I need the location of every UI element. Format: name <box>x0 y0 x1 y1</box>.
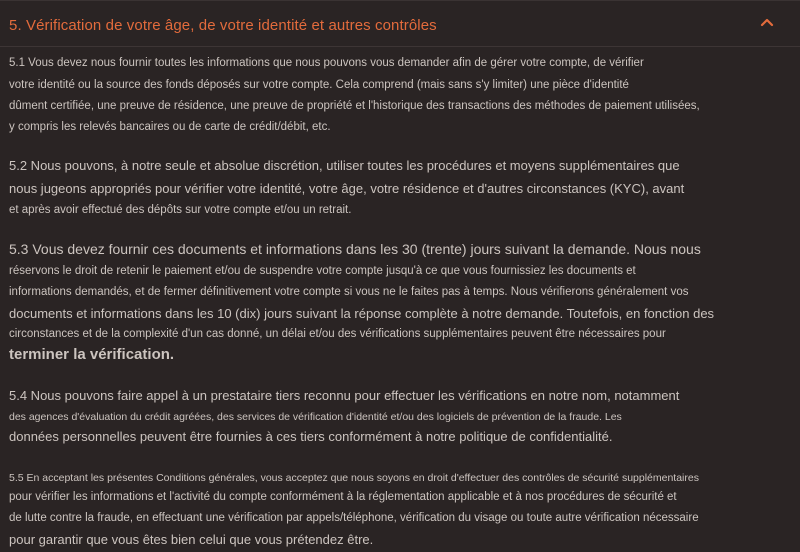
paragraph-line: documents et informations dans les 10 (dix) jours suivant la réponse complète à notre demande. Toutefois, en fonction des <box>9 306 715 321</box>
paragraph-line: données personnelles peuvent être fournies à ces tiers conformément à notre politique de confidentialité. <box>9 429 613 444</box>
paragraph-line: informations demandés, et de fermer définitivement votre compte si vous ne le faites pas à temps. Nous vérifierons généralement vos <box>9 286 689 298</box>
paragraph-line: 5.4 Nous pouvons faire appel à un prestataire tiers reconnu pour effectuer les vérifications en notre nom, notamment <box>9 388 680 403</box>
paragraph-line: pour vérifier les informations et l'activité du compte conformément à la réglementation applicable et à nos procédures de sécurité et <box>9 491 677 503</box>
paragraph-line: des agences d'évaluation du crédit agréées, des services de vérification d'identité et/ou des logiciels de prévention de la fraude. Les <box>9 411 622 423</box>
paragraph-line: y compris les relevés bancaires ou de carte de crédit/débit, etc. <box>9 121 331 133</box>
paragraph-line: réservons le droit de retenir le paiement et/ou de suspendre votre compte jusqu'à ce que vous fournissiez les documents et <box>9 265 636 277</box>
paragraph-line: nous jugeons appropriés pour vérifier votre identité, votre âge, votre résidence et d'autres circonstances (KYC), avant <box>9 181 685 196</box>
paragraph-line: circonstances et de la complexité d'un cas donné, un délai et/ou des vérifications supplémentaires peuvent être nécessaires pour <box>9 328 666 340</box>
paragraph-line: dûment certifiée, une preuve de résidence, une preuve de propriété et l'historique des transactions des méthodes de paiement utilisées, <box>9 100 700 112</box>
paragraph-line: 5.1 Vous devez nous fournir toutes les informations que nous pouvons vous demander afin de gérer votre compte, de vérifier <box>9 57 644 69</box>
paragraph-line: terminer la vérification. <box>9 346 175 363</box>
section-header[interactable] <box>0 1 800 47</box>
section-title: 5. Vérification de votre âge, de votre identité et autres contrôles <box>9 17 437 34</box>
paragraph-line: 5.5 En acceptant les présentes Conditions générales, vous acceptez que nous soyons en droit d'effectuer des contrôles de sécurité supplémentaires <box>9 472 699 484</box>
paragraph-line: 5.2 Nous pouvons, à notre seule et absolue discrétion, utiliser toutes les procédures et moyens supplémentaires que <box>9 158 680 173</box>
chevron-up-icon[interactable] <box>760 16 774 28</box>
paragraph-line: et après avoir effectué des dépôts sur votre compte et/ou un retrait. <box>9 204 352 216</box>
paragraph-line: 5.3 Vous devez fournir ces documents et informations dans les 30 (trente) jours suivant la demande. Nous nous <box>9 241 701 257</box>
paragraph-line: pour garantir que vous êtes bien celui que vous prétendez être. <box>9 532 374 547</box>
paragraph-line: votre identité ou la source des fonds déposés sur votre compte. Cela comprend (mais sans s'y limiter) une pièce d'identité <box>9 79 629 91</box>
paragraph-line: de lutte contre la fraude, en effectuant une vérification par appels/téléphone, vérification du visage ou toute autre vérification nécessaire <box>9 512 699 524</box>
